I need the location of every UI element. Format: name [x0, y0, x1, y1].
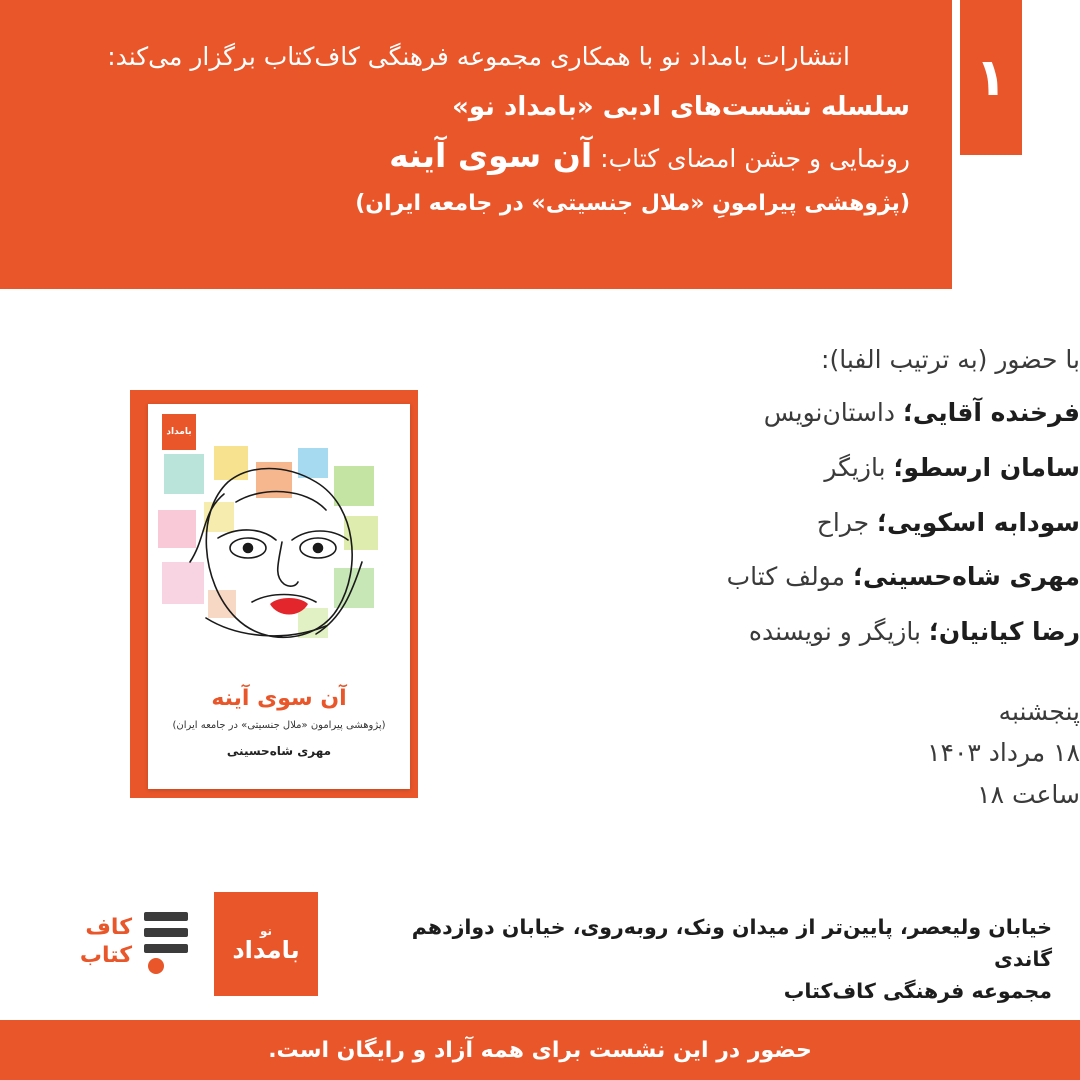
- publisher-logo-icon: بامداد: [162, 414, 196, 450]
- guests-heading: با حضور (به ترتیب الفبا):: [821, 345, 1080, 374]
- guest-name: سامان ارسطو؛: [893, 452, 1080, 482]
- venue-address: [352, 912, 1080, 1007]
- kaf-logo-bar-icon: [144, 912, 188, 921]
- event-day: پنجشنبه: [998, 696, 1080, 726]
- event-date: ۱۸ مرداد ۱۴۰۳: [927, 738, 1080, 768]
- guest-role: بازیگر و نویسنده: [748, 617, 921, 646]
- kaf-ketab-logo-text: [52, 914, 132, 969]
- book-cover-card: [148, 404, 410, 789]
- guest-role: مولف کتاب: [726, 562, 845, 592]
- header-subtitle: (پژوهشی پیرامونِ «ملال جنسیتی» در جامعه ایران): [355, 191, 910, 216]
- address-line-2: مجموعه فرهنگی کاف‌کتاب: [783, 978, 1052, 1003]
- header-content: [0, 38, 952, 216]
- guest-name: سودابه اسکویی؛: [877, 507, 1080, 537]
- guest-list-item: [460, 615, 1080, 649]
- guest-name: فرخنده آقایی؛: [902, 398, 1080, 427]
- kaf-logo-bar-icon: [144, 944, 188, 953]
- bamdad-logo-line-main: بامداد: [232, 935, 300, 964]
- bamdad-logo-line-top: نو: [259, 924, 273, 939]
- header-intro-text: انتشارات بامداد نو با همکاری مجموعه فرهنگی کاف‌کتاب برگزار می‌کند:: [107, 42, 850, 71]
- guest-list-item: [460, 451, 1080, 485]
- guest-list-item: [460, 506, 1080, 540]
- event-datetime: [460, 693, 1080, 814]
- guest-role: داستان‌نویس: [763, 398, 895, 427]
- guest-role: جراح: [816, 507, 870, 537]
- book-cover-artwork: [148, 440, 410, 672]
- kaf-logo-bar-icon: [144, 928, 188, 937]
- bamdad-logo-text: [232, 925, 299, 963]
- event-details: [460, 345, 1080, 817]
- event-time: ساعت ۱۸: [977, 779, 1080, 809]
- kaf-logo-line2: کتاب: [79, 942, 132, 968]
- book-cover: [130, 390, 418, 798]
- header-unveil-prefix: رونمایی و جشن امضای کتاب:: [600, 144, 910, 173]
- kaf-logo-line1: کاف: [85, 915, 132, 940]
- header-book-title: آن سوی آینه: [389, 136, 593, 175]
- book-cover-title: آن سوی آینه: [211, 686, 347, 711]
- bamdad-no-logo: [214, 892, 318, 996]
- book-cover-author: مهری شاه‌حسینی: [226, 744, 332, 758]
- line-art-face-icon: [166, 442, 394, 668]
- header-unveil-line: [30, 136, 910, 175]
- guest-list-item: [460, 560, 1080, 594]
- guest-name: مهری شاه‌حسینی؛: [852, 562, 1080, 592]
- free-entry-notice: حضور در این نشست برای همه آزاد و رایگان است.: [0, 1020, 1080, 1080]
- kaf-logo-dot-icon: [148, 958, 164, 974]
- kaf-ketab-logo: [52, 906, 192, 978]
- guest-list-item: [460, 396, 1080, 430]
- address-line-1: خیابان ولیعصر، پایین‌تر از میدان ونک، روبه‌روی، خیابان دوازدهم گاندی: [411, 915, 1052, 971]
- header-series-title: سلسله نشست‌های ادبی «بامداد نو»: [452, 92, 910, 122]
- book-cover-subtitle: (پژوهشی پیرامون «ملال جنسیتی» در جامعه ایران): [172, 720, 386, 731]
- guest-role: بازیگر: [824, 452, 886, 482]
- page-number-badge: ۱: [960, 0, 1022, 155]
- footer-zone: [0, 868, 1080, 1020]
- guest-name: رضا کیانیان؛: [928, 617, 1080, 646]
- header-band: [0, 0, 952, 289]
